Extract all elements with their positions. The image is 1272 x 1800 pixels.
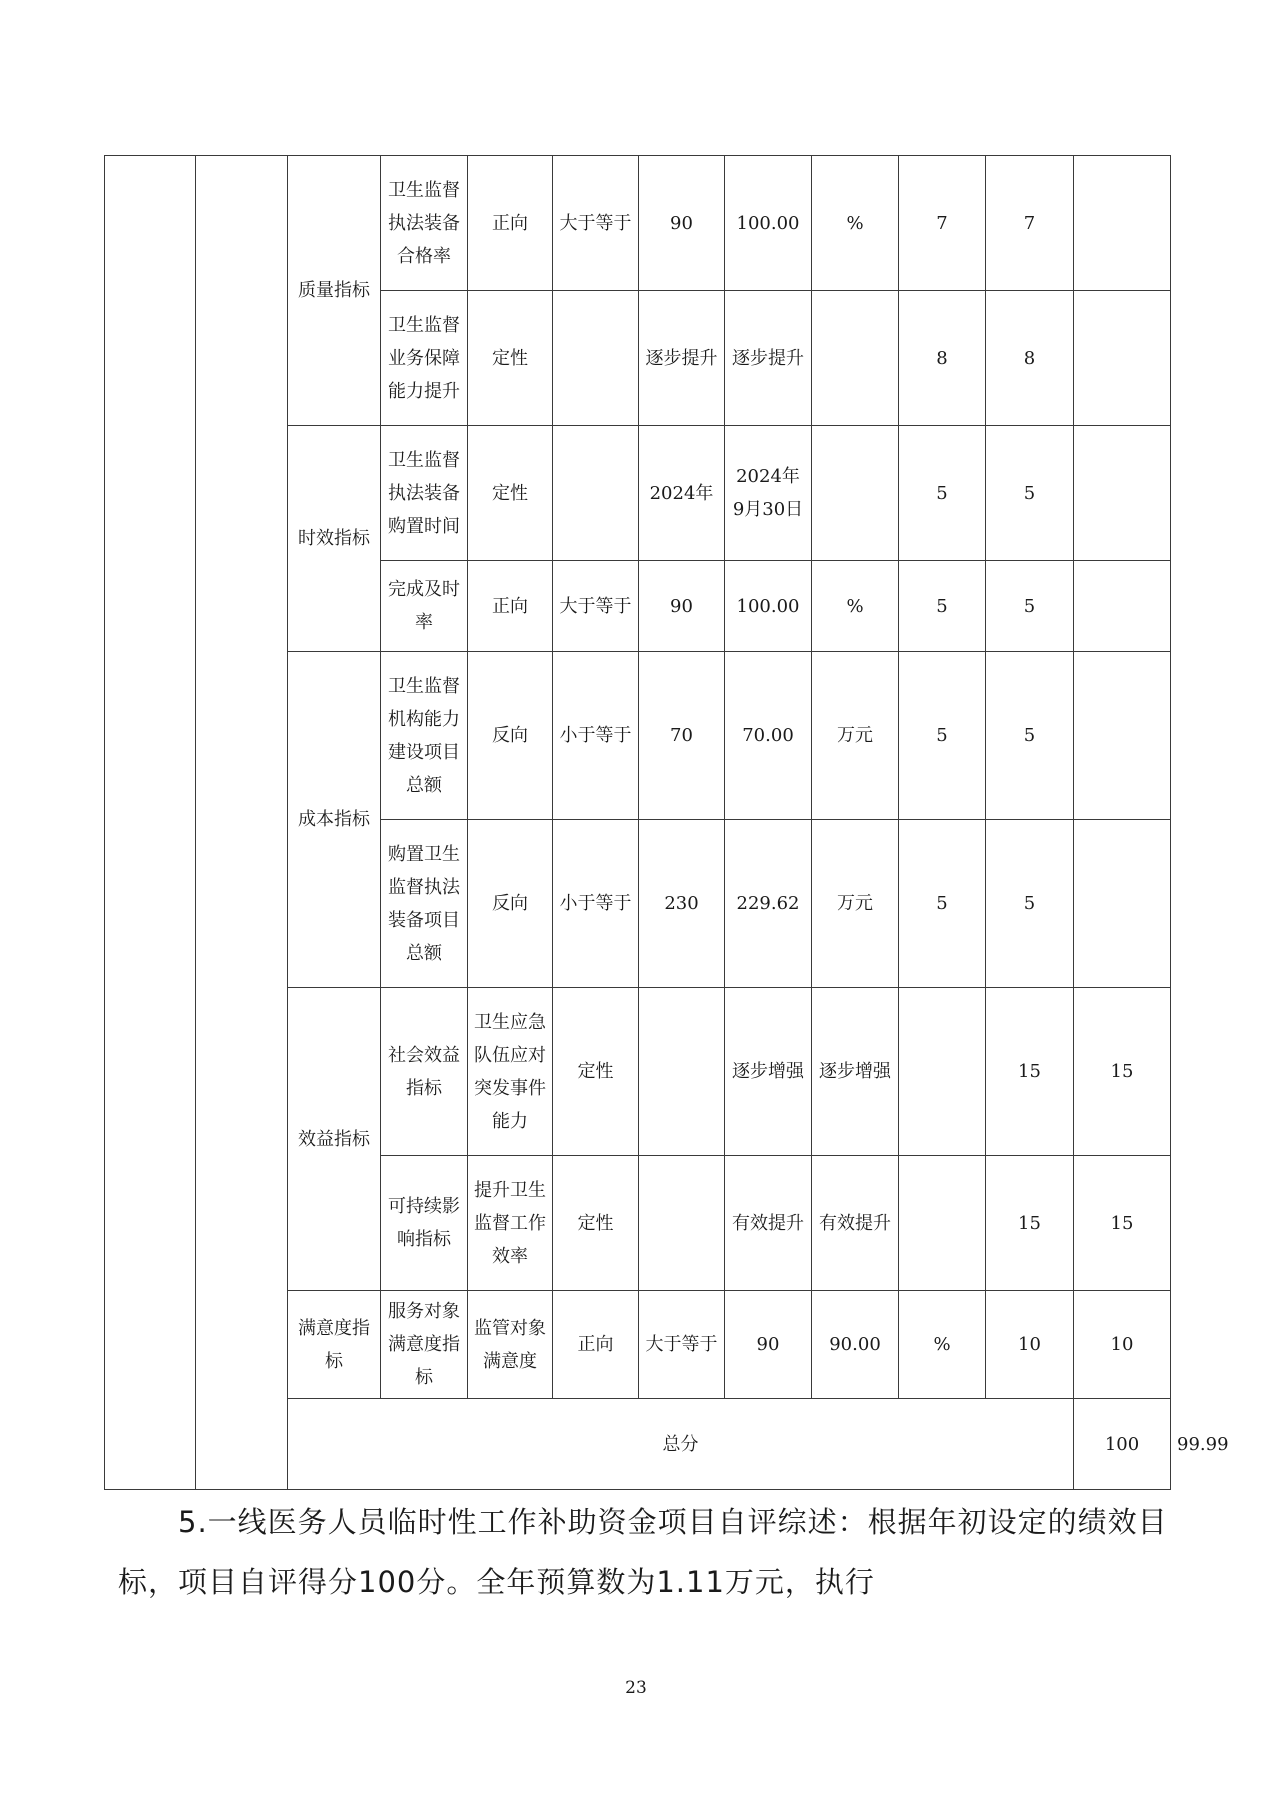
indicator-name: 购置卫生监督执法装备项目总额 bbox=[381, 820, 468, 988]
direction-cell: 定性 bbox=[553, 988, 639, 1156]
indicator-name: 卫生应急队伍应对突发事件能力 bbox=[468, 988, 553, 1156]
category-cell: 时效指标 bbox=[288, 426, 381, 652]
category-cell: 满意度指标 bbox=[288, 1291, 381, 1399]
weight-cell: 5 bbox=[899, 820, 986, 988]
category-cell: 成本指标 bbox=[288, 652, 381, 988]
unit-cell bbox=[812, 291, 899, 426]
first-col-cell bbox=[105, 156, 196, 1490]
score-cell: 5 bbox=[986, 820, 1074, 988]
unit-cell: % bbox=[812, 156, 899, 291]
indicator-name: 完成及时率 bbox=[381, 561, 468, 652]
score-cell: 10 bbox=[1074, 1291, 1171, 1399]
operator-cell bbox=[639, 988, 725, 1156]
target-cell: 有效提升 bbox=[725, 1156, 812, 1291]
target-cell: 2024年 bbox=[639, 426, 725, 561]
remark-cell bbox=[1074, 652, 1171, 820]
total-row: 总分 100 99.99 bbox=[105, 1399, 1171, 1490]
remark-cell bbox=[1074, 820, 1171, 988]
category-cell: 效益指标 bbox=[288, 988, 381, 1291]
operator-cell bbox=[553, 291, 639, 426]
indicator-name: 提升卫生监督工作效率 bbox=[468, 1156, 553, 1291]
target-cell: 70 bbox=[639, 652, 725, 820]
direction-cell: 定性 bbox=[553, 1156, 639, 1291]
target-cell: 逐步增强 bbox=[725, 988, 812, 1156]
target-cell: 230 bbox=[639, 820, 725, 988]
unit-cell: % bbox=[812, 561, 899, 652]
actual-cell: 100.00 bbox=[725, 561, 812, 652]
target-cell: 90 bbox=[725, 1291, 812, 1399]
unit-cell: 万元 bbox=[812, 820, 899, 988]
unit-cell: 万元 bbox=[812, 652, 899, 820]
performance-table bbox=[104, 155, 1229, 1490]
remark-cell bbox=[1074, 561, 1171, 652]
direction-cell: 反向 bbox=[468, 652, 553, 820]
score-cell: 5 bbox=[986, 426, 1074, 561]
unit-cell bbox=[899, 988, 986, 1156]
weight-cell: 10 bbox=[986, 1291, 1074, 1399]
weight-cell: 5 bbox=[899, 426, 986, 561]
subcategory-cell: 社会效益指标 bbox=[381, 988, 468, 1156]
operator-cell: 小于等于 bbox=[553, 652, 639, 820]
weight-cell: 5 bbox=[899, 561, 986, 652]
total-label: 总分 bbox=[288, 1399, 1074, 1490]
weight-cell: 15 bbox=[986, 1156, 1074, 1291]
total-weight: 100 bbox=[1074, 1399, 1171, 1490]
direction-cell: 正向 bbox=[553, 1291, 639, 1399]
weight-cell: 5 bbox=[899, 652, 986, 820]
second-col-cell bbox=[196, 156, 288, 1490]
unit-cell: % bbox=[899, 1291, 986, 1399]
indicator-name: 卫生监督机构能力建设项目总额 bbox=[381, 652, 468, 820]
operator-cell bbox=[553, 426, 639, 561]
direction-cell: 反向 bbox=[468, 820, 553, 988]
score-cell: 15 bbox=[1074, 988, 1171, 1156]
operator-cell: 大于等于 bbox=[553, 561, 639, 652]
indicator-name: 卫生监督执法装备购置时间 bbox=[381, 426, 468, 561]
score-cell: 8 bbox=[986, 291, 1074, 426]
table-row bbox=[105, 156, 1171, 291]
actual-cell: 90.00 bbox=[812, 1291, 899, 1399]
target-cell: 90 bbox=[639, 156, 725, 291]
unit-cell bbox=[899, 1156, 986, 1291]
operator-cell: 大于等于 bbox=[639, 1291, 725, 1399]
indicator-name: 监管对象满意度 bbox=[468, 1291, 553, 1399]
score-cell: 15 bbox=[1074, 1156, 1171, 1291]
score-cell: 5 bbox=[986, 561, 1074, 652]
operator-cell: 大于等于 bbox=[553, 156, 639, 291]
actual-cell: 229.62 bbox=[725, 820, 812, 988]
actual-cell: 逐步提升 bbox=[725, 291, 812, 426]
indicator-name: 卫生监督业务保障能力提升 bbox=[381, 291, 468, 426]
score-cell: 5 bbox=[986, 652, 1074, 820]
remark-cell bbox=[1074, 291, 1171, 426]
direction-cell: 定性 bbox=[468, 426, 553, 561]
indicator-name: 卫生监督执法装备合格率 bbox=[381, 156, 468, 291]
body-paragraph: 5.一线医务人员临时性工作补助资金项目自评综述：根据年初设定的绩效目标，项目自评得分100分。全年预算数为1.11万元，执行 bbox=[118, 1505, 1168, 1599]
weight-cell: 8 bbox=[899, 291, 986, 426]
actual-cell: 逐步增强 bbox=[812, 988, 899, 1156]
actual-cell: 有效提升 bbox=[812, 1156, 899, 1291]
actual-cell: 100.00 bbox=[725, 156, 812, 291]
remark-cell bbox=[1074, 426, 1171, 561]
remark-cell bbox=[1074, 156, 1171, 291]
page-number: 23 bbox=[625, 1678, 647, 1698]
target-cell: 90 bbox=[639, 561, 725, 652]
weight-cell: 15 bbox=[986, 988, 1074, 1156]
target-cell: 逐步提升 bbox=[639, 291, 725, 426]
subcategory-cell: 可持续影响指标 bbox=[381, 1156, 468, 1291]
direction-cell: 正向 bbox=[468, 561, 553, 652]
operator-cell bbox=[639, 1156, 725, 1291]
category-cell: 质量指标 bbox=[288, 156, 381, 426]
actual-cell: 2024年9月30日 bbox=[725, 426, 812, 561]
subcategory-cell: 服务对象满意度指标 bbox=[381, 1291, 468, 1399]
unit-cell bbox=[812, 426, 899, 561]
score-cell: 7 bbox=[986, 156, 1074, 291]
direction-cell: 正向 bbox=[468, 156, 553, 291]
actual-cell: 70.00 bbox=[725, 652, 812, 820]
weight-cell: 7 bbox=[899, 156, 986, 291]
direction-cell: 定性 bbox=[468, 291, 553, 426]
operator-cell: 小于等于 bbox=[553, 820, 639, 988]
